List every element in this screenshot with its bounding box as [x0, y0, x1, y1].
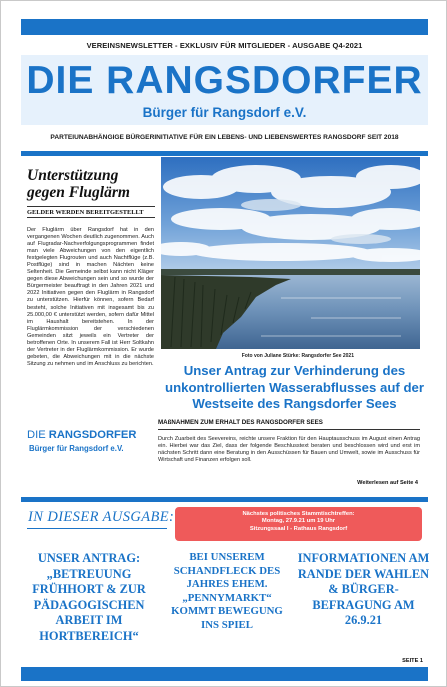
notice-line-3: Sitzungssaal I - Rathaus Rangsdorf [249, 525, 348, 532]
main-article-section-heading: MAßNAHMEN ZUM ERHALT DES RANGSDORFER SEES [158, 419, 420, 430]
masthead-subtitle: Bürger für Rangsdorf e.V. [142, 105, 307, 120]
bottom-color-bar [21, 667, 428, 681]
top-color-bar [21, 19, 428, 35]
teaser-hort: UNSER ANTRAG: „BETREUUNG FRÜHHORT & ZUR PÄDAGOGISCHEN ARBEIT IM HORTBEREICH“ [32, 551, 146, 643]
tagline: PARTEIUNABHÄNGIGE BÜRGERINITIATIVE FÜR EIN LEBENS- UND LIEBENSWERTES RANGSDORF SEIT 2018 [50, 134, 399, 141]
teaser-wahlen: INFORMATIONEN AM RANDE DER WAHLEN & BÜRGER-BEFRAGUNG AM 26.9.21 [297, 551, 430, 628]
section-divider [21, 151, 428, 156]
logo-word-die: DIE [27, 429, 46, 441]
in-this-issue-heading: IN DIESER AUSGABE: [28, 509, 175, 525]
logo-wordmark [27, 429, 155, 442]
masthead-title: DIE RANGSDORFER [26, 59, 423, 102]
continue-reading-note: Weiterlesen auf Seite 4 [357, 480, 418, 486]
main-article-headline: Unser Antrag zur Verhinderung des unkontrollierten Wasserabflusses auf der Westseite des Rangsdorfer Sees [165, 363, 424, 411]
sidebar-article-subtitle: GELDER WERDEN BEREITGESTELLT [27, 209, 144, 216]
sidebar-article-title: Unterstützung gegen Fluglärm [27, 167, 130, 201]
section-divider [21, 497, 428, 502]
photo-caption: Foto von Juliane Stürke: Rangsdorfer See 2021 [241, 353, 354, 359]
notice-line-2: Montag, 27.9.21 um 19 Uhr [261, 518, 336, 525]
teaser-pennymarkt: BEI UNSEREM SCHANDFLECK DES JAHRES EHEM. „PENNYMARKT“ KOMMT BEWEGUNG INS SPIEL [171, 551, 283, 631]
logo-subtitle: Bürger für Rangsdorf e.V. [29, 444, 124, 453]
organization-logo [27, 429, 155, 453]
page-number: SEITE 1 [402, 658, 423, 664]
notice-line-1: Nächstes politisches Stammtischtreffen: [242, 511, 355, 517]
newsletter-kicker: VEREINSNEWSLETTER - EXKLUSIV FÜR MITGLIEDER - AUSGABE Q4-2021 [86, 41, 363, 50]
main-article-body: Durch Zuarbeit des Seevereins, reichte unsere Fraktion für den Hauptausschuss im August einen Antrag ein. Hierbei war das Ziel, dass der folgende Beschlusstext beraten und beschlossen wird und erst im nächsten Schritt dann eine Beratung in den Ausschüssen für Bauen und Umwelt, sowie im Ausschuss für Wirtschaft und Finanzen erfolgen soll. [158, 436, 420, 464]
masthead [21, 55, 428, 125]
divider [27, 217, 155, 218]
divider [27, 206, 155, 207]
logo-word-rangsdorfer: RANGSDORFER [48, 429, 137, 441]
sidebar-article-body: Der Fluglärm über Rangsdorf hat in den vergangenen Wochen deutlich zugenommen. Auch auf Flugradar-Nachverfolgungsprogrammen findet man viele Abweichungen von den eigentlich festgelegten Flugrouten und auch Nachtflüge (z.B. Postflüge) sind in machen Nächten keine Seltenheit. Die Gemeinde selbst kann nicht Kläger gegen diese Abweichungen sein und so wurde der Bürgermeister beauftragt in den Jahren 2021 und 2022 Initiativen gegen den Fluglärm in Rangsdorf zu unterstützen. Hierfür können, sofern Bedarf besteht, solche Initiativen mit insgesamt bis zu 25.000,00 € unterstützt werden, sofern dafür Mittel im Haushalt bereitstehen. In der Fluglärmkommission der verschiedenen Gemeinden sitzt jeweils ein Vertreter der betroffenen Orte. In unserem Fall ist Herr Soltkahn der Vertreter in der Fluglärmkommission. Er wurde gebeten, die Abweichungen mit in die nächste Sitzung zu nehmen und im Anschluss zu berichten. [27, 227, 154, 367]
lake-photo [161, 157, 420, 349]
meeting-notice-box [175, 507, 422, 541]
heading-underline [27, 528, 167, 529]
